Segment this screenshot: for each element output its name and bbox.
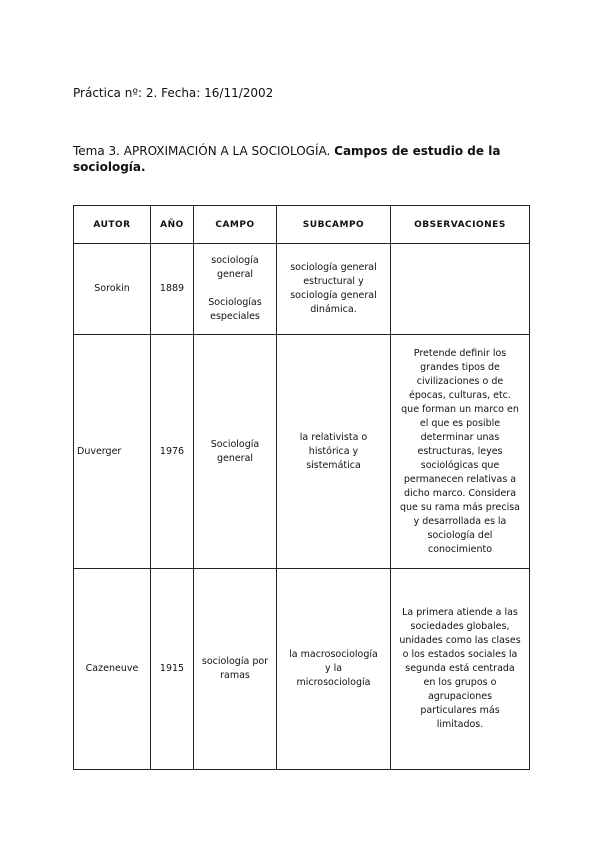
cell-autor: Cazeneuve <box>74 569 151 770</box>
col-autor: AUTOR <box>74 206 151 244</box>
cell-ano: 1976 <box>151 335 194 569</box>
cell-campo: sociología por ramas <box>194 569 277 770</box>
cell-ano: 1915 <box>151 569 194 770</box>
topic-prefix: Tema 3. APROXIMACIÓN A LA SOCIOLOGÍA. <box>73 144 331 158</box>
col-campo: CAMPO <box>194 206 277 244</box>
cell-observaciones <box>391 244 530 335</box>
cell-autor: Duverger <box>74 335 151 569</box>
col-subcampo: SUBCAMPO <box>277 206 391 244</box>
cell-campo: sociología general Sociologías especiales <box>194 244 277 335</box>
cell-campo: Sociología general <box>194 335 277 569</box>
cell-observaciones: La primera atiende a las sociedades globales, unidades como las clases o los estados sociales la segunda está centrada en los grupos o agrupaciones particulares más limitados. <box>391 569 530 770</box>
topic-bold: Campos de estudio de la sociología. <box>73 144 501 174</box>
table-header-row <box>74 206 530 244</box>
col-observaciones: OBSERVACIONES <box>391 206 530 244</box>
cell-subcampo: la macrosociología y la microsociología <box>277 569 391 770</box>
topic-title <box>73 143 533 175</box>
table-row <box>74 569 530 770</box>
cell-subcampo: la relativista o histórica y sistemática <box>277 335 391 569</box>
cell-ano: 1889 <box>151 244 194 335</box>
cell-subcampo: sociología general estructural y sociología general dinámica. <box>277 244 391 335</box>
table-row <box>74 244 530 335</box>
cell-autor: Sorokin <box>74 244 151 335</box>
fields-table <box>73 205 530 770</box>
cell-observaciones: Pretende definir los grandes tipos de civilizaciones o de épocas, culturas, etc. que forman un marco en el que es posible determinar unas estructuras, leyes sociológicas que permanecen relativas a dicho marco. Considera que su rama más precisa y desarrollada es la sociología del conocimiento <box>391 335 530 569</box>
col-ano: AÑO <box>151 206 194 244</box>
table-row <box>74 335 530 569</box>
practice-date-line: Práctica nº: 2. Fecha: 16/11/2002 <box>73 86 274 100</box>
